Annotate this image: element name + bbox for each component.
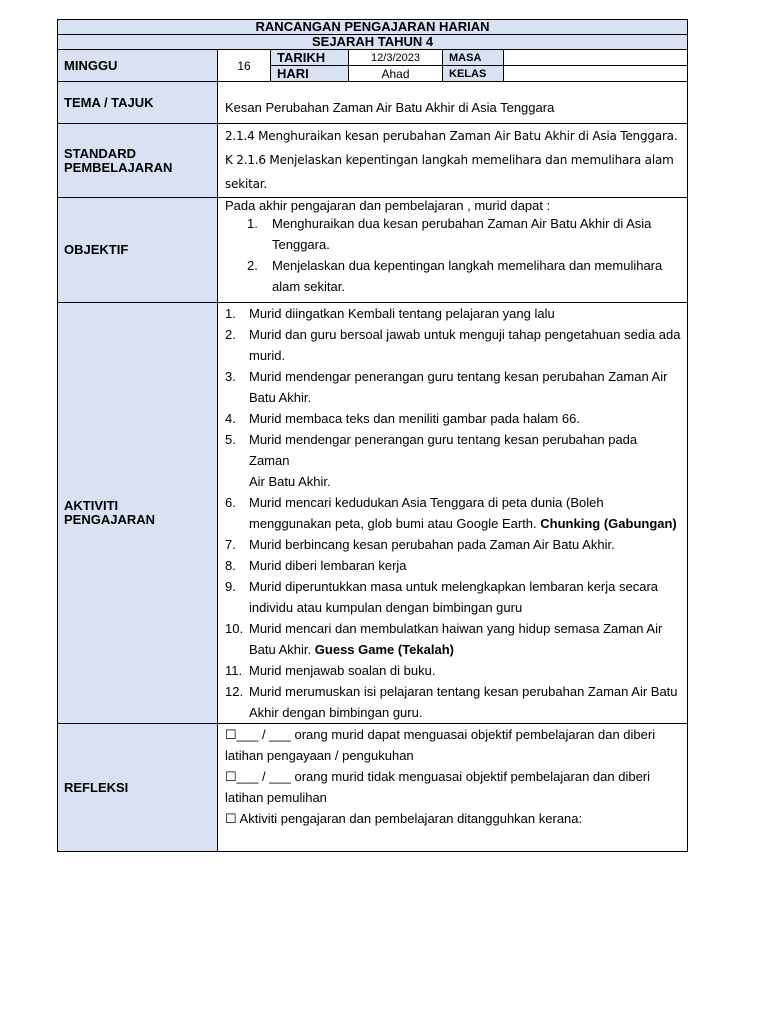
tarikh-value: 12/3/2023 [349, 50, 443, 66]
list-item-text: Murid merumuskan isi pelajaran tentang kesan perubahan Zaman Air Batu [249, 684, 678, 699]
list-item-text-cont: Batu Akhir. [249, 390, 312, 405]
list-item [225, 576, 681, 618]
plan-subtitle: SEJARAH TAHUN 4 [58, 35, 688, 50]
tarikh-label: TARIKH [271, 50, 349, 66]
list-item [225, 534, 681, 555]
list-item [225, 618, 681, 660]
list-item-text-cont: individu atau kumpulan dengan bimbingan guru [249, 600, 523, 615]
list-item-text: Murid mencari kedudukan Asia Tenggara di peta dunia (Boleh [249, 495, 604, 510]
hari-value: Ahad [349, 66, 443, 82]
list-item-text: Menjelaskan dua kepentingan langkah memelihara dan memulihara [272, 258, 663, 273]
list-item [225, 324, 681, 366]
list-item-strategy: Chunking (Gabungan) [540, 516, 677, 531]
list-item-text: Murid diberi lembaran kerja [249, 558, 407, 573]
list-number: 7. [225, 537, 236, 552]
list-item-text [249, 513, 681, 534]
list-item [225, 660, 681, 681]
list-item-text [249, 597, 681, 618]
refleksi-line-3: ☐___ / ___ orang murid tidak menguasai objektif pembelajaran dan diberi [225, 769, 651, 784]
list-item-text: Tenggara. [272, 237, 330, 252]
list-number: 4. [225, 411, 236, 426]
refleksi-line-4: latihan pemulihan [225, 790, 327, 805]
objektif-content [218, 198, 688, 303]
list-number: 8. [225, 558, 236, 573]
standard-label-line1: STANDARD [64, 145, 136, 161]
minggu-value: 16 [218, 50, 271, 82]
list-item [225, 429, 681, 492]
list-item-text-cont: Akhir dengan bimbingan guru. [249, 705, 423, 720]
list-item-text-cont: Air Batu Akhir. [249, 474, 331, 489]
masa-label: MASA [443, 50, 504, 66]
list-item-text [249, 471, 681, 492]
list-number: 1. [225, 306, 236, 321]
hari-label: HARI [271, 66, 349, 82]
standard-line-1: 2.1.4 Menghuraikan kesan perubahan Zaman Air Batu Akhir di Asia Tenggara. [225, 129, 678, 143]
aktiviti-label [58, 303, 218, 724]
standard-label [58, 124, 218, 198]
aktiviti-label-line1: AKTIVITI [64, 498, 119, 513]
list-number: 2. [225, 327, 236, 342]
list-item-text [249, 639, 681, 660]
tema-label: TEMA / TAJUK [58, 82, 218, 124]
list-number: 3. [225, 369, 236, 384]
refleksi-line-5: ☐ Aktiviti pengajaran dan pembelajaran ditangguhkan kerana: [225, 811, 583, 826]
list-item [225, 492, 681, 534]
refleksi-label: REFLEKSI [58, 724, 218, 852]
list-item-text: Murid diperuntukkan masa untuk melengkapkan lembaran kerja secara [249, 579, 658, 594]
list-item [225, 255, 681, 297]
tema-value: Kesan Perubahan Zaman Air Batu Akhir di Asia Tenggara [218, 82, 688, 124]
refleksi-line-1: ☐___ / ___ orang murid dapat menguasai objektif pembelajaran dan diberi [225, 727, 656, 742]
standard-line-2: K 2.1.6 Menjelaskan kepentingan langkah memelihara dan memulihara alam [225, 153, 674, 167]
list-item-text: Murid menjawab soalan di buku. [249, 663, 436, 678]
plan-title: RANCANGAN PENGAJARAN HARIAN [58, 20, 688, 35]
list-item [225, 555, 681, 576]
aktiviti-content [218, 303, 688, 724]
list-item-text: Murid membaca teks dan meniliti gambar pada halam 66. [249, 411, 580, 426]
list-number: 5. [225, 432, 236, 447]
list-number: 12. [225, 684, 244, 699]
kelas-label: KELAS [443, 66, 504, 82]
list-number: 6. [225, 495, 236, 510]
list-item-text: Murid mendengar penerangan guru tentang kesan perubahan pada Zaman [249, 432, 638, 468]
refleksi-content [218, 724, 688, 852]
minggu-label: MINGGU [58, 50, 218, 82]
list-item-text-cont: Batu Akhir. [249, 642, 312, 657]
standard-content [218, 124, 688, 198]
list-item-text [249, 702, 681, 723]
list-item [225, 366, 681, 408]
refleksi-line-2: latihan pengayaan / pengukuhan [225, 748, 414, 763]
list-item-strategy: Guess Game (Tekalah) [314, 642, 454, 657]
list-item-text: alam sekitar. [272, 279, 345, 294]
lesson-plan-table [57, 19, 688, 852]
list-item [225, 213, 681, 255]
objektif-intro: Pada akhir pengajaran dan pembelajaran , murid dapat : [225, 198, 551, 213]
list-number: 1. [247, 216, 258, 231]
list-number: 11. [225, 663, 243, 678]
list-item-text: Murid berbincang kesan perubahan pada Zaman Air Batu Akhir. [249, 537, 615, 552]
list-item-text: Murid mencari dan membulatkan haiwan yang hidup semasa Zaman Air [249, 621, 663, 636]
list-item-text: Murid mendengar penerangan guru tentang kesan perubahan Zaman Air [249, 369, 668, 384]
list-item-text: Murid dan guru bersoal jawab untuk menguji tahap pengetahuan sedia ada [249, 327, 681, 342]
list-item-text: Murid diingatkan Kembali tentang pelajaran yang lalu [249, 306, 555, 321]
kelas-value [504, 66, 688, 82]
list-item-text-cont: menggunakan peta, glob bumi atau Google Earth. [249, 516, 537, 531]
list-item-text-cont: murid. [249, 348, 286, 363]
list-number: 10. [225, 621, 244, 636]
list-item-text [249, 345, 681, 366]
standard-line-3: sekitar. [225, 177, 268, 191]
standard-label-line2: PEMBELAJARAN [64, 159, 173, 175]
objektif-label: OBJEKTIF [58, 198, 218, 303]
aktiviti-list [225, 303, 681, 723]
list-item [225, 303, 681, 324]
aktiviti-label-line2: PENGAJARAN [64, 512, 156, 527]
list-item [225, 408, 681, 429]
list-item [225, 681, 681, 723]
list-item-text: Menghuraikan dua kesan perubahan Zaman Air Batu Akhir di Asia [272, 216, 652, 231]
objektif-list [225, 213, 681, 297]
masa-value [504, 50, 688, 66]
list-item-text [249, 387, 681, 408]
list-number: 2. [247, 258, 258, 273]
list-number: 9. [225, 579, 236, 594]
